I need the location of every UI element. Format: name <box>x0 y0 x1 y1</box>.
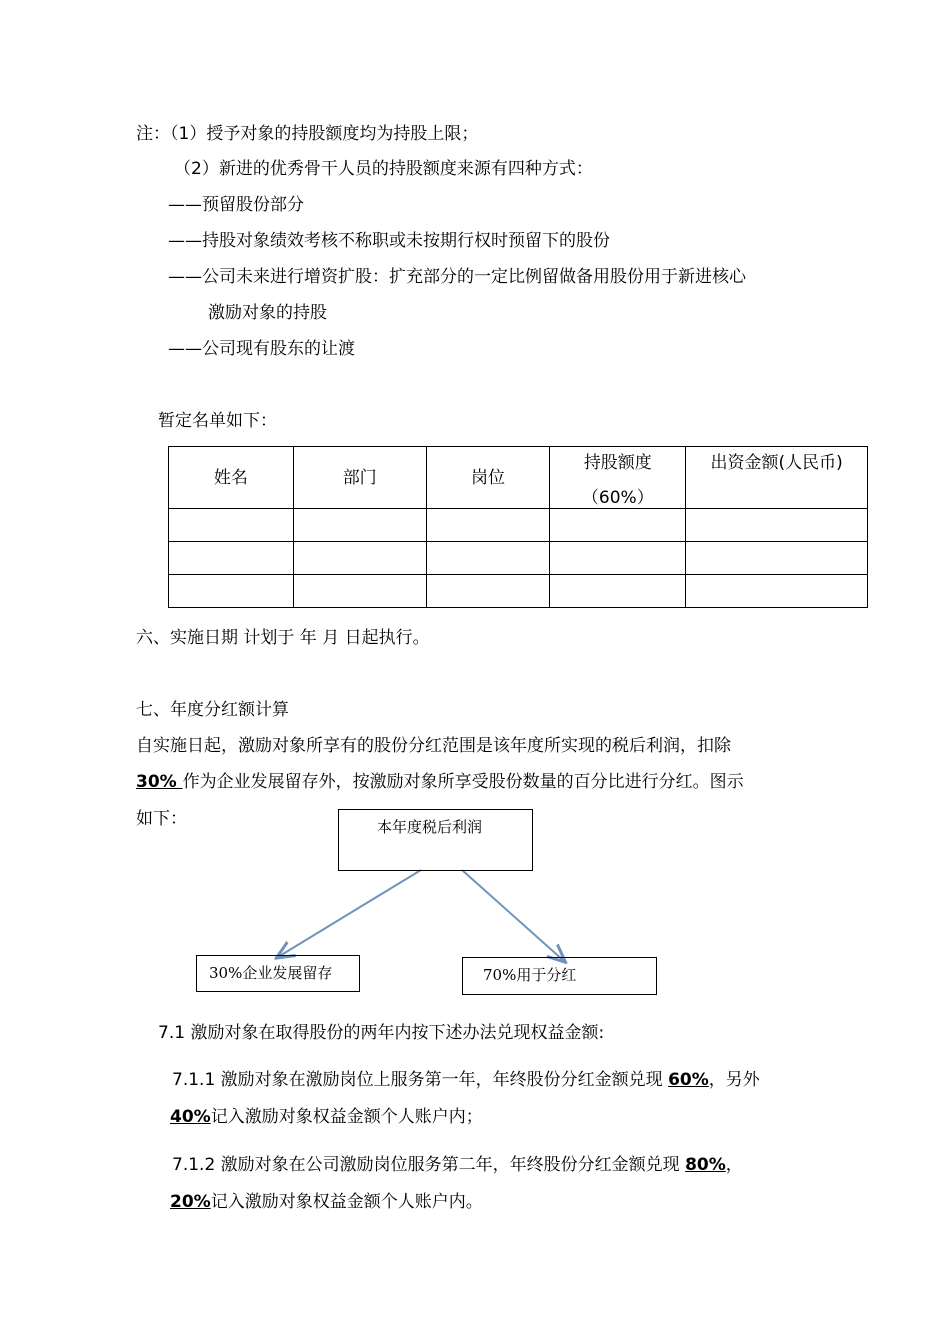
section-7-para-line-1: 自实施日起，激励对象所享有的股份分红范围是该年度所实现的税后利润，扣除 <box>136 736 731 756</box>
header-share-quota: 持股额度 （60%） <box>550 447 686 509</box>
s712-pct-2: 20% <box>170 1192 211 1212</box>
note-bullet-2: ——持股对象绩效考核不称职或未按期行权时预留下的股份 <box>168 231 610 251</box>
note-bullet-4: ——公司现有股东的让渡 <box>168 339 355 359</box>
s712-pct-1: 80% <box>685 1155 726 1175</box>
section-6: 六、实施日期 计划于 年 月 日起执行。 <box>136 628 430 648</box>
s711-pct-1: 60% <box>668 1070 709 1090</box>
section-7-para-text: 作为企业发展留存外，按激励对象所享受股份数量的百分比进行分红。图示 <box>182 772 744 792</box>
arrow-right <box>462 870 564 961</box>
retain-box <box>196 955 360 992</box>
s711-line-2: 40%记入激励对象权益金额个人账户内； <box>170 1107 483 1127</box>
profit-box-label: 本年度税后利润 <box>377 818 483 836</box>
dividend-box-label: 70%用于分红 <box>483 966 577 984</box>
dividend-box <box>462 957 657 995</box>
note-bullet-3-cont: 激励对象的持股 <box>208 303 327 323</box>
header-investment: 出资金额(人民币) <box>686 447 868 509</box>
note-line-2: （2）新进的优秀骨干人员的持股额度来源有四种方式： <box>174 159 593 179</box>
header-department: 部门 <box>293 447 426 509</box>
s711-pct-2: 40% <box>170 1107 211 1127</box>
note-bullet-3: ——公司未来进行增资扩股：扩充部分的一定比例留做备用股份用于新进核心 <box>168 267 746 287</box>
s71-title: 7.1 激励对象在取得股份的两年内按下述办法兑现权益金额: <box>158 1023 605 1043</box>
s711-line-1: 7.1.1 激励对象在激励岗位上服务第一年，年终股份分红金额兑现 60%，另外 <box>172 1070 760 1090</box>
s712-line-2: 20%记入激励对象权益金额个人账户内。 <box>170 1192 483 1212</box>
s712-line-1: 7.1.2 激励对象在公司激励岗位服务第二年，年终股份分红金额兑现 80%， <box>172 1155 743 1175</box>
list-intro: 暂定名单如下： <box>158 411 277 431</box>
note-bullet-1: ——预留股份部分 <box>168 195 304 215</box>
section-7-title: 七、年度分红额计算 <box>136 700 289 720</box>
header-name: 姓名 <box>169 447 294 509</box>
note-line-1: 注：（1）授予对象的持股额度均为持股上限； <box>136 124 479 144</box>
retain-box-label: 30%企业发展留存 <box>209 964 333 982</box>
header-position: 岗位 <box>426 447 550 509</box>
header-share-quota-sub: （60%） <box>581 488 654 508</box>
section-7-para-line-3: 如下： <box>136 809 187 829</box>
profit-box <box>338 809 533 871</box>
arrow-left <box>278 870 421 957</box>
retain-percent: 30% <box>136 772 183 792</box>
